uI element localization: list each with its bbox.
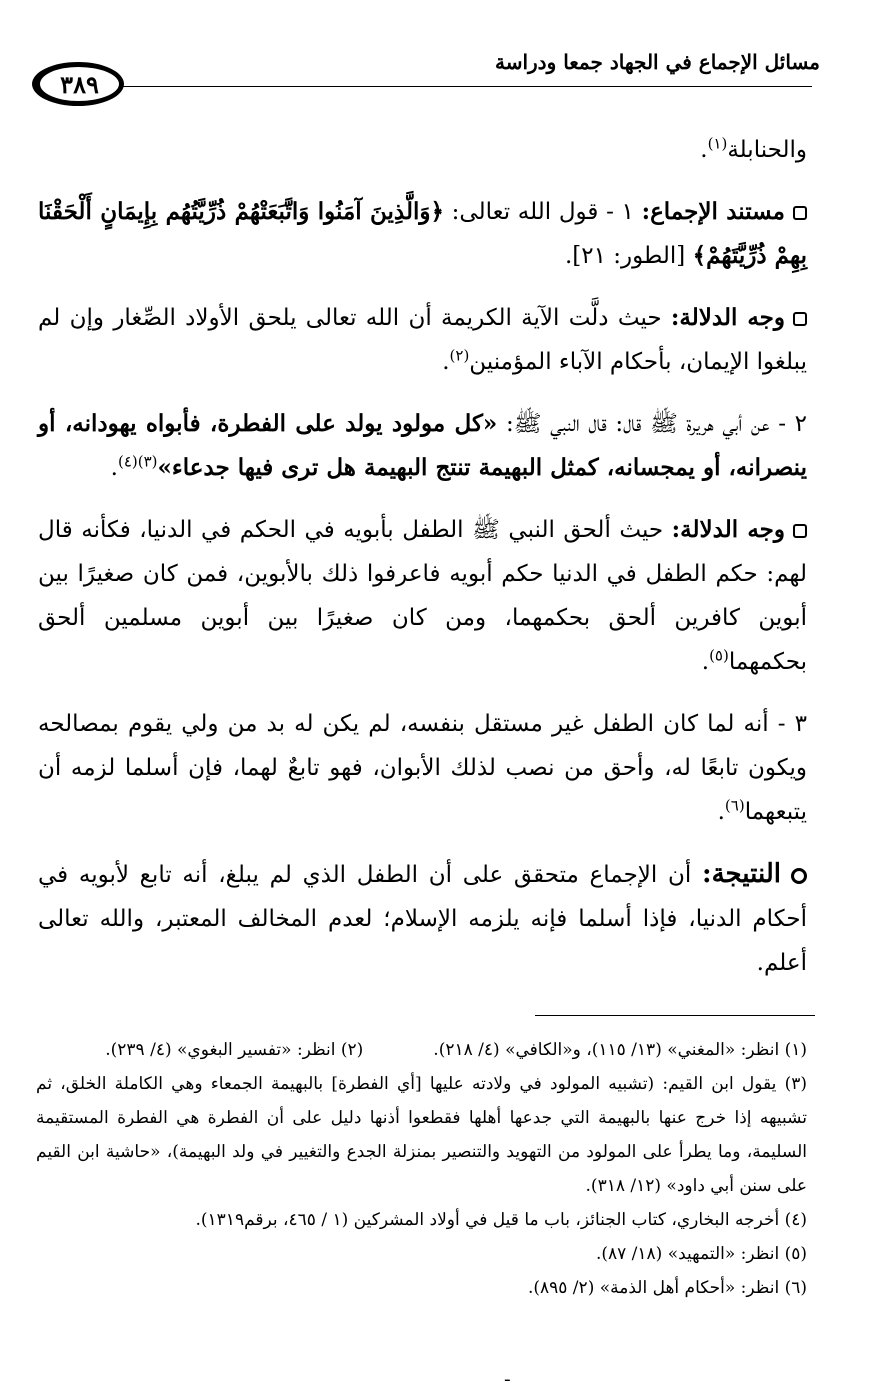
paragraph-text: والحنابلة: [727, 137, 807, 163]
footnote-1: (١) انظر: «المغني» (١٣/ ١١٥)، و«الكافي» (٤/ ٢١٨).: [433, 1040, 807, 1060]
paragraph-end: .: [717, 799, 725, 825]
square-bullet-icon: [793, 524, 807, 538]
footnote-ref: (٢): [449, 346, 470, 365]
square-bullet-icon: [793, 312, 807, 326]
footnote-5: (٥) انظر: «التمهيد» (١٨/ ٨٧).: [595, 1244, 807, 1264]
paragraph-evidence-1: [38, 296, 807, 384]
footnotes: [36, 1033, 807, 1305]
running-title: مسائل الإجماع في الجهاد جمعا ودراسة: [494, 50, 820, 74]
paragraph-1: [38, 128, 807, 172]
circle-bullet-icon: [791, 868, 807, 884]
paragraph-text: حيث ألحق النبي ﷺ الطفل بأبويه في الحكم في الدنيا، فكأنه قال لهم: حكم الطفل في الدنيا حكم أبويه فاعرفوا ذلك بالأبوين، فمن كان صغيرًا بين أبوين كافرين ألحق بحكمهما، ومن كان صغيرًا بين أبوين مسلمين ألحق بحكمهما: [38, 517, 807, 675]
scan-mark: ـ: [505, 1366, 510, 1385]
main-text: [38, 128, 807, 1003]
quran-verse: ﴿وَالَّذِينَ آمَنُوا وَاتَّبَعَتْهُمْ ذُرِّيَّتُهُم بِإِيمَانٍ أَلْحَقْنَا بِهِمْ ذُرِّيَّتَهُمْ﴾: [38, 198, 807, 269]
section-label: النتيجة:: [701, 859, 781, 889]
section-label: مستند الإجماع:: [641, 198, 786, 225]
footnote-2: (٢) انظر: «تفسير البغوي» (٤/ ٢٣٩).: [105, 1040, 364, 1060]
footnote-6: (٦) انظر: «أحكام أهل الذمة» (٢/ ٨٩٥).: [527, 1278, 807, 1298]
hadith-text: «كل مولود يولد على الفطرة، فأبواه يهودانه، أو ينصرانه، أو يمجسانه، كمثل البهيمة تنتج البهيمة هل ترى فيها جدعاء»: [38, 410, 807, 481]
verse-reference: [الطور: ٢١].: [564, 243, 693, 269]
paragraph-end: .: [442, 349, 450, 375]
paragraph-text: حيث دلَّت الآية الكريمة أن الله تعالى يلحق الأولاد الصِّغار وإن لم يبلغوا الإيمان، بأحكام الآباء المؤمنين: [38, 305, 807, 375]
page-number: ٣٨٩: [32, 62, 124, 106]
paragraph-third-point: [38, 702, 807, 834]
paragraph-text: أن الإجماع متحقق على أن الطفل الذي لم يبلغ، أنه تابع لأبويه في أحكام الدنيا، فإذا أسلما فإنه يلزمه الإسلام؛ لعدم المخالف المعتبر، والله تعالى أعلم.: [38, 862, 807, 976]
paragraph-text: ٢ - عن أبي هريرة ﷺ قال: قال النبي ﷺ:: [497, 411, 807, 437]
footnote-ref: (٥): [709, 646, 729, 665]
paragraph-hadith: [38, 402, 807, 490]
footnote-ref: (٣)(٤): [117, 452, 158, 471]
paragraph-text: ١ - قول الله تعالى:: [444, 199, 642, 225]
footnote-4: (٤) أخرجه البخاري، كتاب الجنائز، باب ما قيل في أولاد المشركين (١ / ٤٦٥، برقم١٣١٩).: [195, 1210, 807, 1230]
paragraph-end: .: [700, 137, 708, 163]
paragraph-consensus-basis: [38, 190, 807, 278]
square-bullet-icon: [793, 206, 807, 220]
page-header: [30, 40, 820, 110]
section-label: وجه الدلالة:: [671, 516, 785, 543]
header-rule: [122, 86, 812, 87]
paragraph-evidence-2: [38, 508, 807, 684]
paragraph-end: .: [701, 649, 710, 675]
paragraph-text: ٣ - أنه لما كان الطفل غير مستقل بنفسه، لم يكن له بد من ولي يقوم بمصالحه ويكون تابعًا له، وأحق من نصب لذلك الأبوان، فهو تابعٌ لهما، فإن أسلما لزمه أن يتبعهما: [38, 711, 807, 825]
section-label: وجه الدلالة:: [670, 304, 785, 331]
footnote-row: [36, 1033, 807, 1067]
paragraph-end: .: [110, 455, 118, 481]
footnote-ref: (١): [707, 134, 728, 153]
footnote-3: (٣) يقول ابن القيم: (تشبيه المولود في ولادته عليها [أي الفطرة] بالبهيمة الجمعاء وهي الكاملة الخلق، ثم تشبيهه إذا خرج عنها بالبهيمة التي جدعها أهلها فقطعوا أذنها دليل على أن الفطرة هي الفطرة المستقيمة السليمة، وما يطرأ على المولود من التهويد والتنصير بمنزلة الجدع والتغيير في ولد البهيمة)، «حاشية ابن القيم على سنن أبي داود» (١٢/ ٣١٨).: [36, 1074, 807, 1196]
footnote-ref: (٦): [724, 796, 745, 815]
paragraph-result: [38, 852, 807, 985]
footnote-rule: [535, 1015, 815, 1016]
